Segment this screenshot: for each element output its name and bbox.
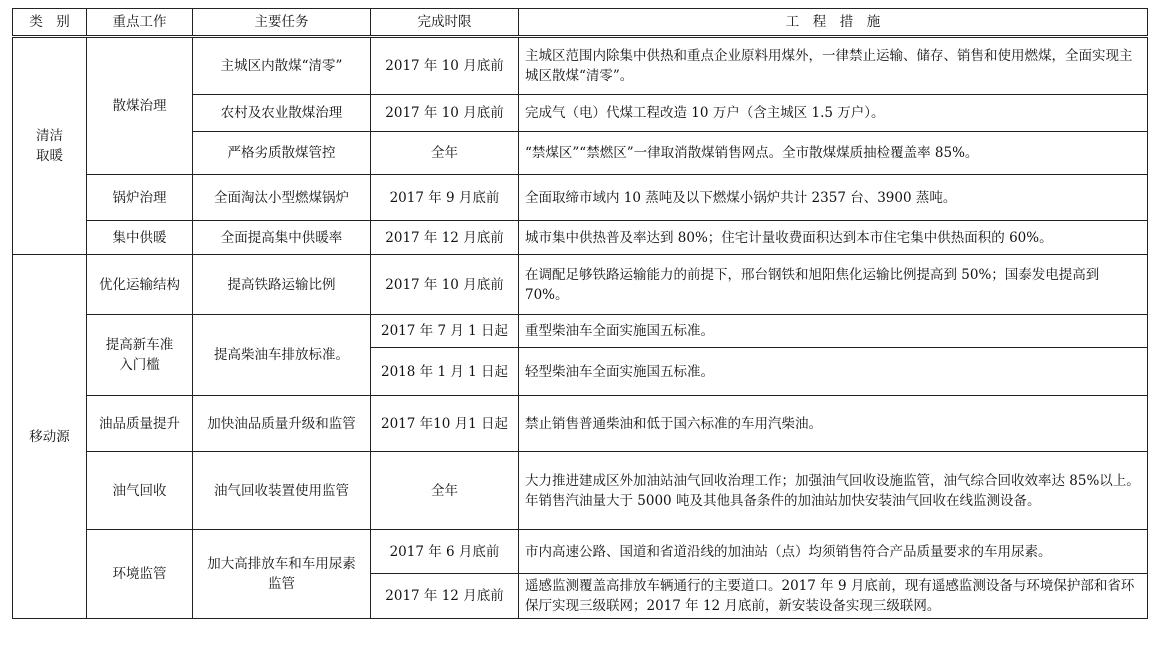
deadline-cell: 2017 年 7 月 1 日起 — [371, 315, 519, 348]
focus-cell: 环境监管 — [87, 530, 193, 619]
header-category: 类 别 — [13, 9, 87, 37]
task-cell: 农村及农业散煤治理 — [193, 95, 371, 132]
task-cell: 严格劣质散煤管控 — [193, 132, 371, 175]
work-plan-table — [12, 8, 1148, 619]
table-header-row — [13, 9, 1148, 37]
deadline-cell: 2017 年 10 月底前 — [371, 95, 519, 132]
group-mobile-source: 移动源 — [13, 255, 87, 619]
deadline-cell: 2017 年 6 月底前 — [371, 530, 519, 574]
task-cell: 加大高排放车和车用尿素监管 — [193, 530, 371, 619]
task-cell: 全面淘汰小型燃煤锅炉 — [193, 175, 371, 221]
task-cell: 全面提高集中供暖率 — [193, 221, 371, 255]
focus-cell: 锅炉治理 — [87, 175, 193, 221]
table-row — [13, 530, 1148, 574]
focus-cell: 油气回收 — [87, 452, 193, 530]
table-row — [13, 37, 1148, 95]
focus-cell: 油品质量提升 — [87, 396, 193, 452]
table-row — [13, 396, 1148, 452]
deadline-cell: 全年 — [371, 452, 519, 530]
deadline-cell: 2018 年 1 月 1 日起 — [371, 348, 519, 396]
focus-cell: 优化运输结构 — [87, 255, 193, 315]
task-cell: 主城区内散煤“清零” — [193, 37, 371, 95]
table-row — [13, 175, 1148, 221]
header-measures: 工 程 措 施 — [519, 9, 1148, 37]
focus-cell: 提高新车准入门槛 — [87, 315, 193, 396]
measure-cell: 全面取缔市域内 10 蒸吨及以下燃煤小锅炉共计 2357 台、3900 蒸吨。 — [519, 175, 1148, 221]
measure-cell: 重型柴油车全面实施国五标准。 — [519, 315, 1148, 348]
measure-cell: 大力推进建成区外加油站油气回收治理工作；加强油气回收设施监管，油气综合回收效率达 85%以上。年销售汽油量大于 5000 吨及其他具备条件的加油站加快安装油气回收在线监测设备。 — [519, 452, 1148, 530]
measure-cell: 遥感监测覆盖高排放车辆通行的主要道口。2017 年 9 月底前，现有遥感监测设备与环境保护部和省环保厅实现三级联网；2017 年 12 月底前，新安装设备实现三级联网。 — [519, 574, 1148, 619]
deadline-cell: 2017 年10 月1 日起 — [371, 396, 519, 452]
task-cell: 提高铁路运输比例 — [193, 255, 371, 315]
table-row — [13, 255, 1148, 315]
deadline-cell: 2017 年 12 月底前 — [371, 574, 519, 619]
deadline-cell: 2017 年 12 月底前 — [371, 221, 519, 255]
measure-cell: 主城区范围内除集中供热和重点企业原料用煤外，一律禁止运输、储存、销售和使用燃煤，全面实现主城区散煤“清零”。 — [519, 37, 1148, 95]
task-cell: 提高柴油车排放标准。 — [193, 315, 371, 396]
deadline-cell: 2017 年 9 月底前 — [371, 175, 519, 221]
deadline-cell: 全年 — [371, 132, 519, 175]
deadline-cell: 2017 年 10 月底前 — [371, 255, 519, 315]
focus-cell: 集中供暖 — [87, 221, 193, 255]
measure-cell: 禁止销售普通柴油和低于国六标准的车用汽柴油。 — [519, 396, 1148, 452]
focus-cell: 散煤治理 — [87, 37, 193, 175]
table-row — [13, 315, 1148, 348]
table-row — [13, 221, 1148, 255]
measure-cell: “禁煤区”“禁燃区”一律取消散煤销售网点。全市散煤煤质抽检覆盖率 85%。 — [519, 132, 1148, 175]
measure-cell: 在调配足够铁路运输能力的前提下，邢台钢铁和旭阳焦化运输比例提高到 50%；国泰发电提高到 70%。 — [519, 255, 1148, 315]
header-task: 主要任务 — [193, 9, 371, 37]
header-focus: 重点工作 — [87, 9, 193, 37]
group-clean-heating: 清洁取暖 — [13, 37, 87, 255]
task-cell: 加快油品质量升级和监管 — [193, 396, 371, 452]
table-row — [13, 452, 1148, 530]
measure-cell: 完成气（电）代煤工程改造 10 万户（含主城区 1.5 万户）。 — [519, 95, 1148, 132]
deadline-cell: 2017 年 10 月底前 — [371, 37, 519, 95]
measure-cell: 城市集中供热普及率达到 80%；住宅计量收费面积达到本市住宅集中供热面积的 60%。 — [519, 221, 1148, 255]
task-cell: 油气回收装置使用监管 — [193, 452, 371, 530]
measure-cell: 市内高速公路、国道和省道沿线的加油站（点）均须销售符合产品质量要求的车用尿素。 — [519, 530, 1148, 574]
measure-cell: 轻型柴油车全面实施国五标准。 — [519, 348, 1148, 396]
header-deadline: 完成时限 — [371, 9, 519, 37]
